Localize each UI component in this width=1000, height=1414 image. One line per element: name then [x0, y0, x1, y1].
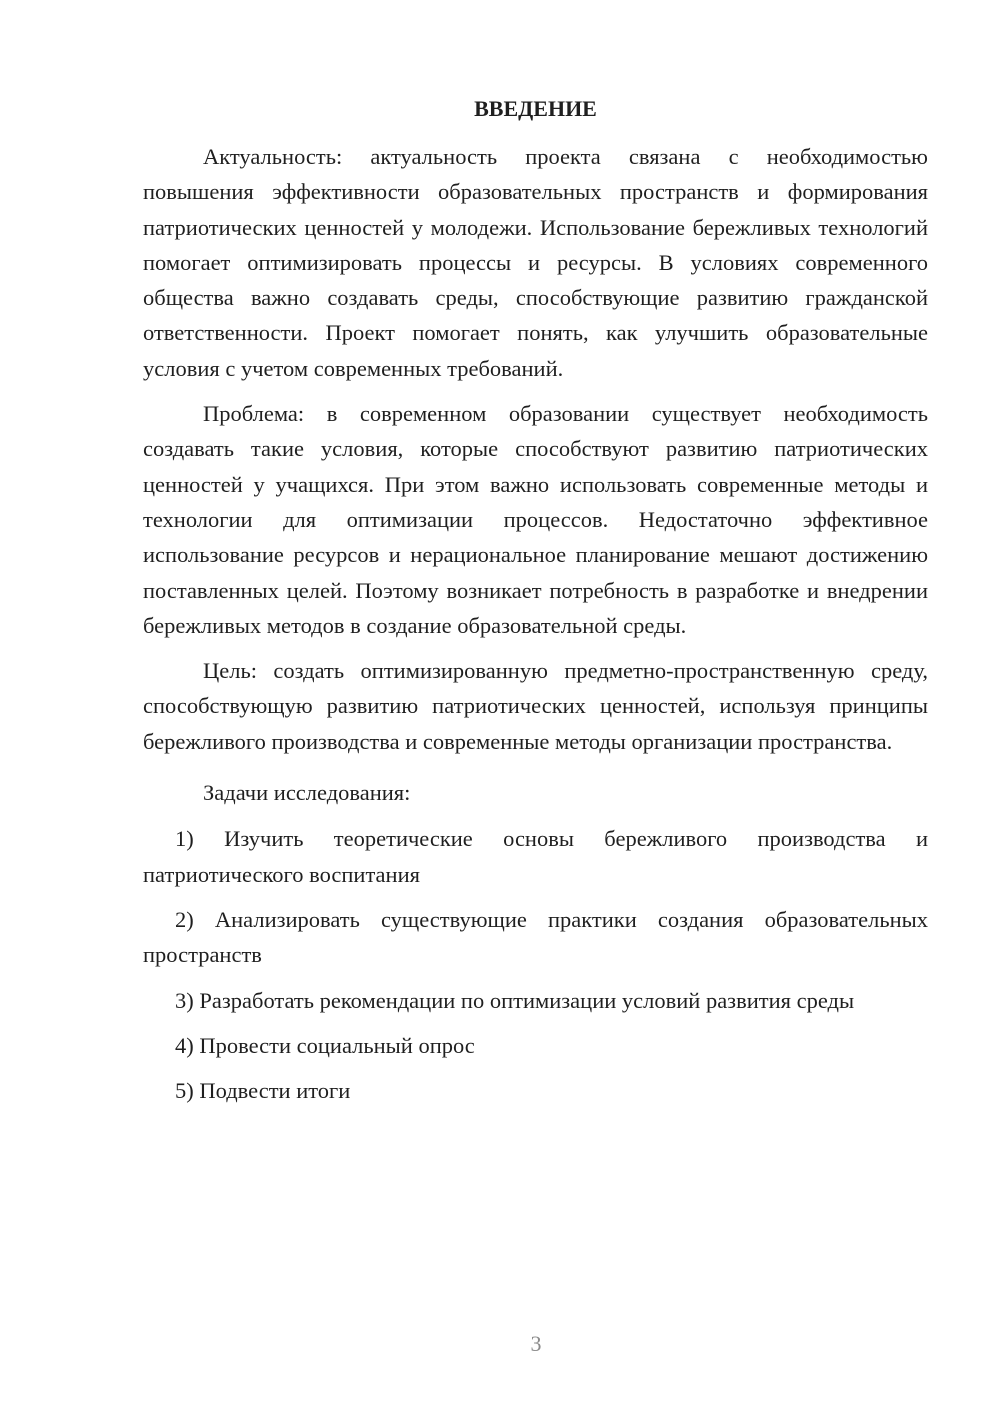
task-item: 3) Разработать рекомендации по оптимизации условий развития среды — [175, 987, 855, 1013]
page-number: 3 — [530, 1331, 542, 1356]
task-item: 2) Анализировать существующие практики создания образовательных пространств — [143, 906, 928, 968]
paragraph-relevance: Актуальность: актуальность проекта связана с необходимостью повышения эффективности образовательных пространств и формирования патриотических ценностей у молодежи. Использование бережливых технологий помогает оптимизировать процессы и ресурсы. В условиях современного общества важно создавать среды, способствующие развитию гражданской ответственности. Проект помогает понять, как улучшить образовательные условия с учетом современных требований. — [143, 144, 928, 381]
task-item: 1) Изучить теоретические основы бережливого производства и патриотического воспитания — [143, 826, 928, 887]
paragraph-problem: Проблема: в современном образовании существует необходимость создавать такие условия, которые способствуют развитию патриотических ценностей у учащихся. При этом важно использовать современные методы и технологии для оптимизации процессов. Недостаточно эффективное использование ресурсов и нерациональное планирование мешают достижению поставленных целей. Поэтому возникает потребность в разработке и внедрении бережливых методов в создание образовательной среды. — [143, 401, 928, 638]
page-content — [143, 94, 928, 1118]
task-item: 5) Подвести итоги — [175, 1078, 351, 1104]
section-title: ВВЕДЕНИЕ — [474, 96, 597, 121]
tasks-heading: Задачи исследования: — [203, 780, 411, 806]
task-item: 4) Провести социальный опрос — [175, 1032, 475, 1058]
paragraph-goal: Цель: создать оптимизированную предметно-пространственную среду, способствующую развитию патриотических ценностей, используя принципы бережливого производства и современные методы организации пространства. — [143, 658, 928, 754]
